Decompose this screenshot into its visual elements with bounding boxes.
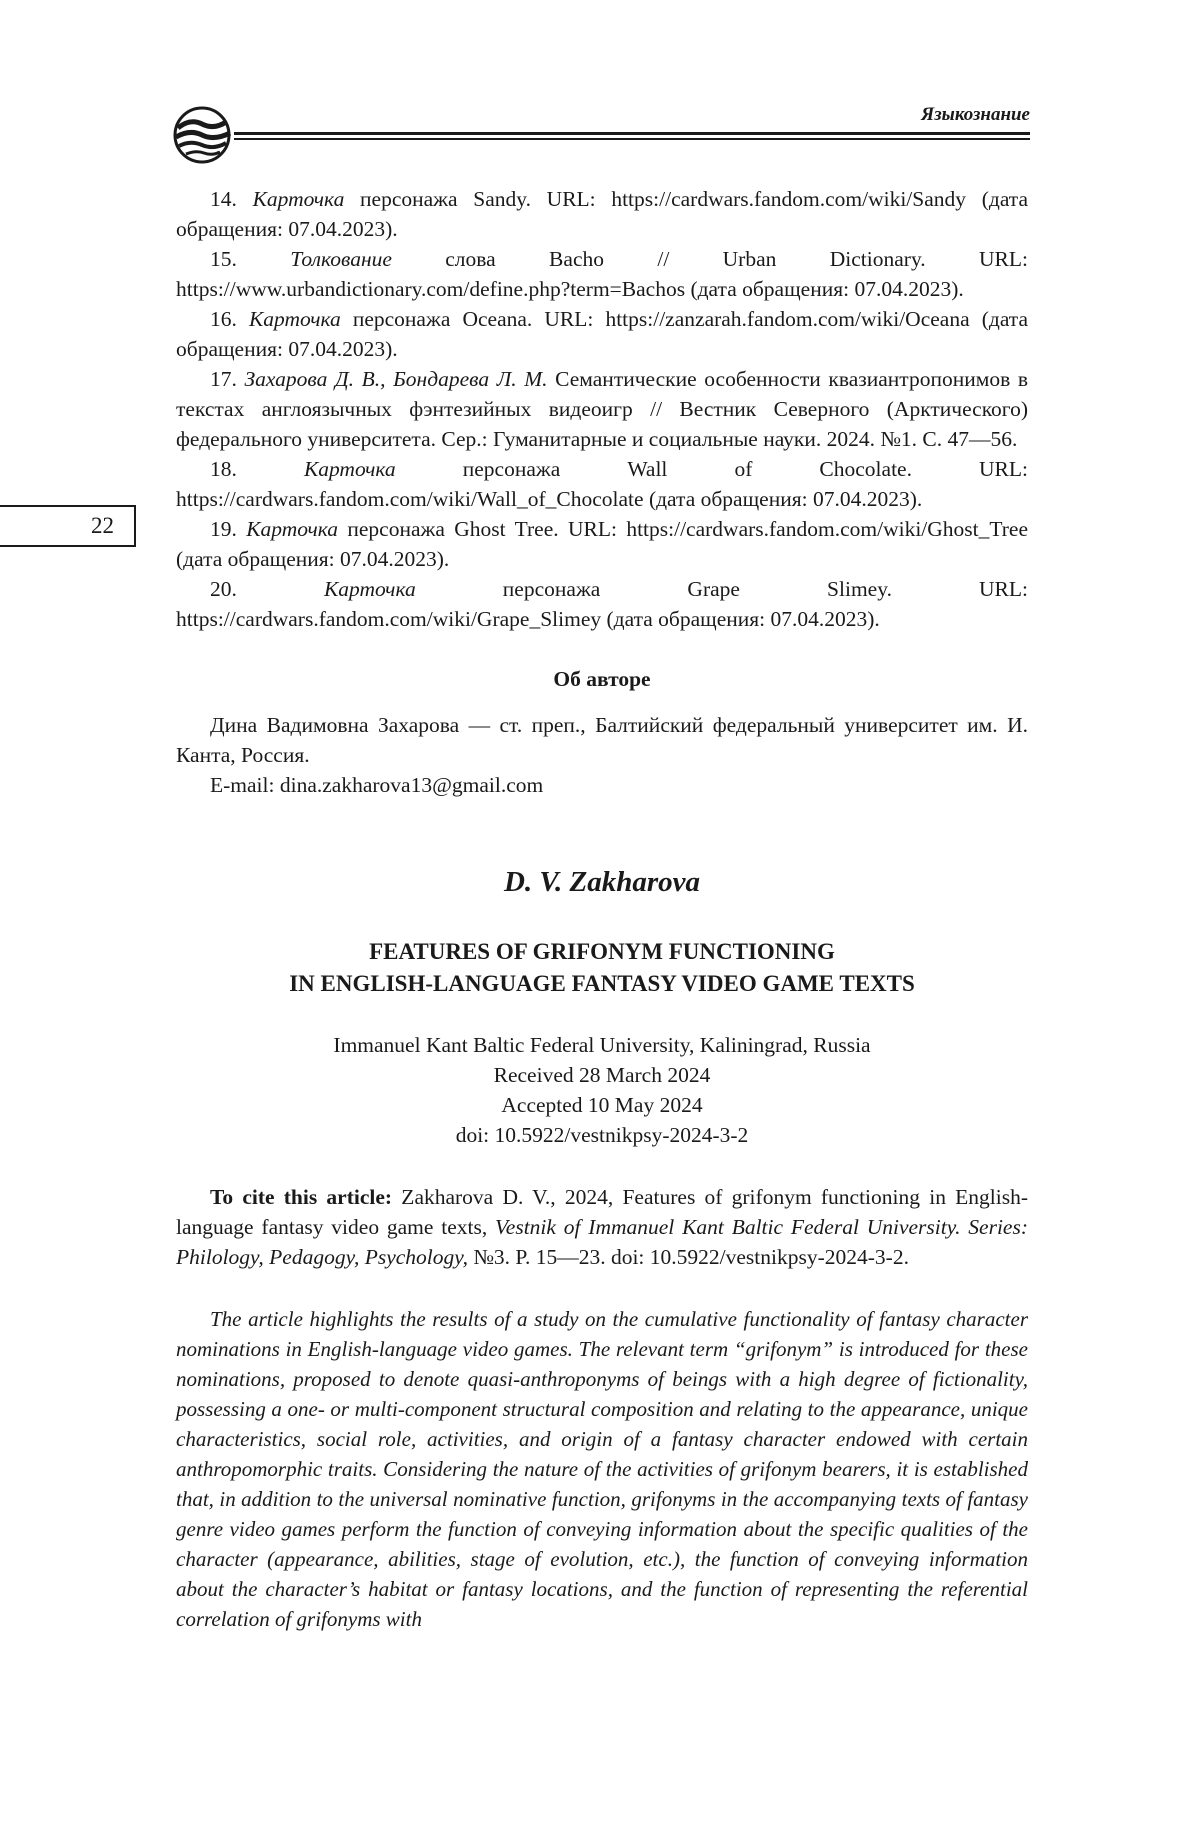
reference-item: 15. Толкование слова Bacho // Urban Dictionary. URL: https://www.urbandictionary.com/define.php?term=Bachos (дата обращения: 07.04.2023). <box>176 247 1029 301</box>
header-rule <box>234 132 1030 142</box>
journal-wave-logo-icon <box>172 104 238 166</box>
page-number: 22 <box>0 505 136 547</box>
about-author-heading: Об авторе <box>553 667 651 691</box>
article-author: D. V. Zakharova <box>503 866 701 898</box>
article-title <box>176 936 1028 1000</box>
running-header <box>172 96 1030 166</box>
journal-name: Vestnik of Immanuel Kant Baltic Federal University. Series: Philology, Pedagogy, Psychology, <box>176 1215 1028 1269</box>
article-title-line: FEATURES OF GRIFONYM FUNCTIONING <box>369 939 835 964</box>
citation-label: To cite this article: <box>210 1185 393 1209</box>
abstract: The article highlights the results of a study on the cumulative functionality of fantasy character nominations in English-language video games. The relevant term “grifonym” is introduced for these nominations, proposed to denote quasi-anthroponyms of beings with a high degree of fictionality, possessing a one- or multi-component structural composition and relating to the appearance, unique characteristics, social role, activities, and origin of a fantasy character endowed with certain anthropomorphic traits. Considering the nature of the activities of grifonym bearers, it is established that, in addition to the universal nominative function, grifonyms in the accompanying texts of fantasy genre video games perform the function of conveying information about the specific qualities of the character (appearance, abilities, stage of evolution, etc.), the function of conveying information about the character’s habitat or fantasy locations, and the function of representing the referential correlation of grifonyms with <box>176 1307 1028 1631</box>
accepted-date: Accepted 10 May 2024 <box>501 1093 703 1117</box>
reference-item: 18. Карточка персонажа Wall of Chocolate. URL: https://cardwars.fandom.com/wiki/Wall_of_Chocolate (дата обращения: 07.04.2023). <box>176 457 1028 511</box>
references-list <box>176 184 1028 634</box>
received-date: Received 28 March 2024 <box>493 1063 711 1087</box>
about-author-text: Дина Вадимовна Захарова — ст. преп., Балтийский федеральный университет им. И. Канта, Россия. <box>176 713 1028 767</box>
doi: doi: 10.5922/vestnikpsy-2024-3-2 <box>455 1123 749 1147</box>
reference-item: 14. Карточка персонажа Sandy. URL: https://cardwars.fandom.com/wiki/Sandy (дата обращения: 07.04.2023). <box>176 187 1029 241</box>
section-title: Языкознание <box>921 104 1030 125</box>
reference-item: 16. Карточка персонажа Oceana. URL: https://zanzarah.fandom.com/wiki/Oceana (дата обращения: 07.04.2023). <box>176 307 1029 361</box>
reference-item: 20. Карточка персонажа Grape Slimey. URL: https://cardwars.fandom.com/wiki/Grape_Slimey (дата обращения: 07.04.2023). <box>176 577 1029 631</box>
main-column <box>176 184 1028 1634</box>
article-title-line: IN ENGLISH-LANGUAGE FANTASY VIDEO GAME TEXTS <box>289 971 915 996</box>
citation: To cite this article: Zakharova D. V., 2024, Features of grifonym functioning in English-language fantasy video game texts, Vestnik of Immanuel Kant Baltic Federal University. Series: Philology, Pedagogy, Psychology, №3. P. 15—23. doi: 10.5922/vestnikpsy-2024-3-2. <box>176 1185 1029 1269</box>
affiliation: Immanuel Kant Baltic Federal University, Kaliningrad, Russia <box>333 1033 871 1057</box>
reference-item: 17. Захарова Д. В., Бондарева Л. М. Семантические особенности квазиантропонимов в текстах англоязычных фэнтезийных видеоигр // Вестник Северного (Арктического) федерального университета. Сер.: Гуманитарные и социальные науки. 2024. №1. С. 47—56. <box>176 367 1029 451</box>
author-email: E-mail: dina.zakharova13@gmail.com <box>210 773 544 797</box>
reference-item: 19. Карточка персонажа Ghost Tree. URL: https://cardwars.fandom.com/wiki/Ghost_Tree (дата обращения: 07.04.2023). <box>176 517 1028 571</box>
article-meta <box>176 1030 1028 1150</box>
